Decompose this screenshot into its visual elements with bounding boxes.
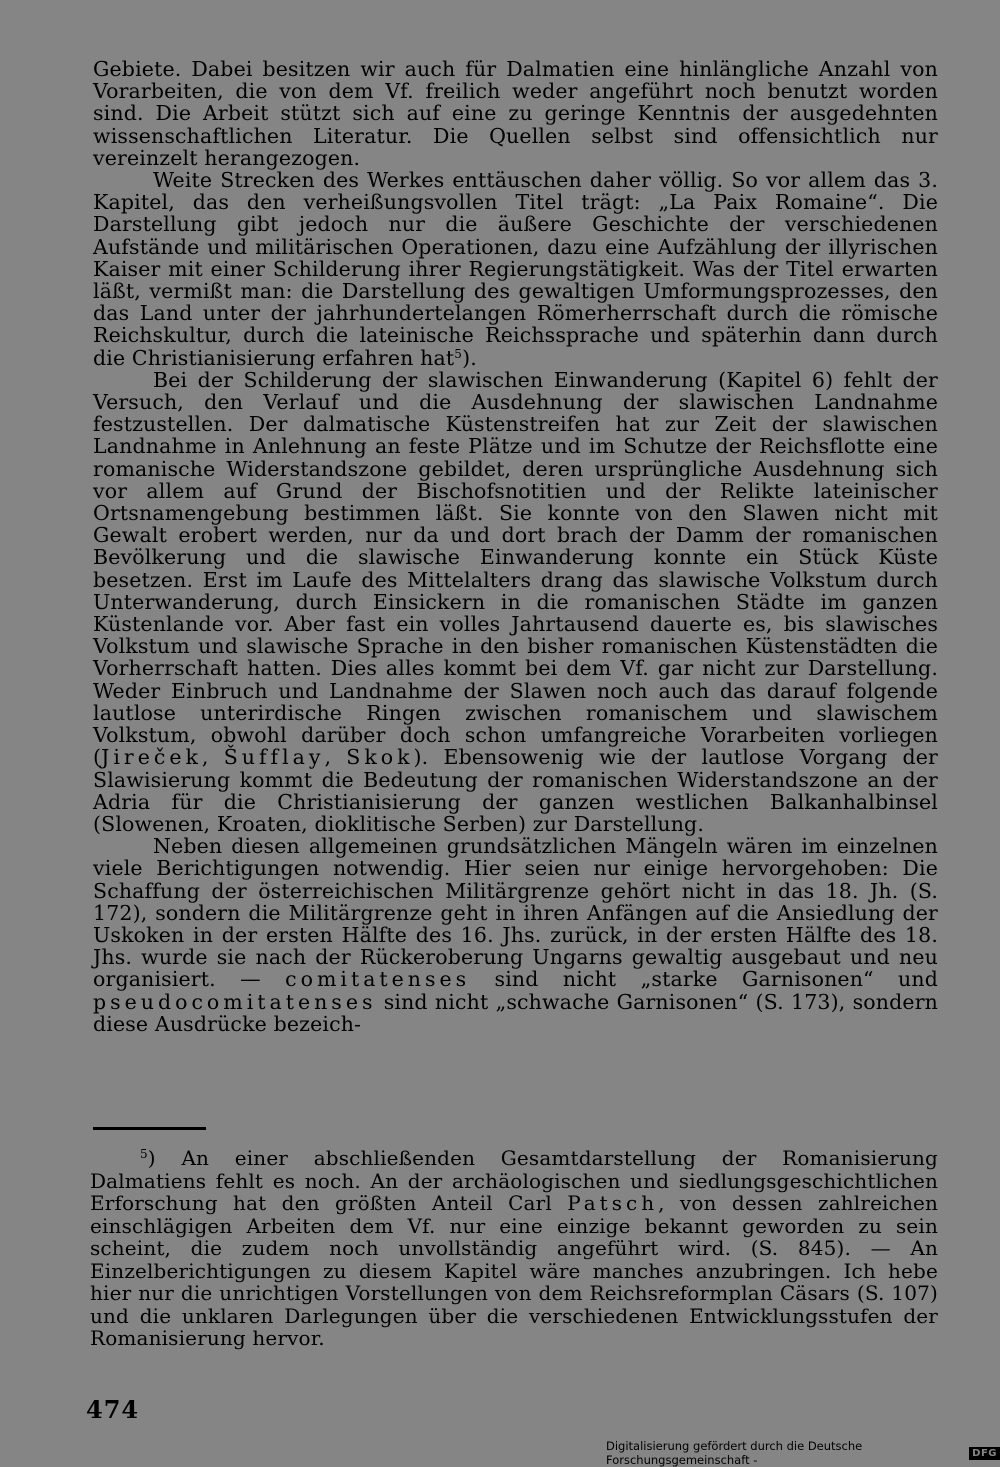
text-run: ). xyxy=(462,345,477,370)
footnote-separator xyxy=(93,1127,206,1130)
credit-text: Digitalisierung gefördert durch die Deutsche Forschungsgemeinschaft - xyxy=(606,1439,863,1467)
spaced-emphasis: pseudocomitatenses xyxy=(93,989,377,1014)
text-run: , xyxy=(324,745,347,770)
paragraph xyxy=(93,169,938,369)
paragraph xyxy=(93,835,938,1035)
spaced-emphasis: comitatenses xyxy=(285,967,471,992)
spaced-emphasis: Skok xyxy=(346,745,414,770)
text-run: Gebiete. Dabei besitzen wir auch für Dalmatien eine hinlängliche Anzahl von Vorarbeiten, die von dem Vf. freilich weder angeführt noch benutzt worden sind. Die Arbeit stützt sich auf eine zu geringe Kenntnis der ausgedehnten wissenschaftlichen Literatur. Die Quellen selbst sind offensichtlich nur vereinzelt herangezogen. xyxy=(93,57,938,170)
footnote-reference: 5 xyxy=(454,346,463,361)
paragraph xyxy=(93,58,938,169)
text-run: ). Ebensowenig wie der lautlose Vorgang der Slawisierung kommt die Bedeutung der romanischen Widerstandszone an der Adria für die Christianisierung der ganzen westlichen Balkanhalbinsel (Slowenen, Kroaten, dioklitische Serben) zur Darstellung. xyxy=(93,745,938,836)
spaced-emphasis: Patsch xyxy=(567,1191,659,1215)
text-run: sind nicht „starke Garnisonen“ und xyxy=(470,967,939,992)
spaced-emphasis: Jireček xyxy=(101,745,202,770)
page-number: 474 xyxy=(86,1395,140,1424)
text-run: sind nicht „schwache Garnisonen“ (S. 173), sondern diese Ausdrücke bezeich- xyxy=(93,989,938,1036)
dfg-logo: DFG xyxy=(969,1447,1000,1460)
spaced-emphasis: Šufflay xyxy=(223,745,325,770)
text-run: , von dessen zahlreichen einschlägigen Arbeiten dem Vf. nur eine einzige bekannt geworden zu sein scheint, die zudem noch unvollständig angeführt wird. (S. 845). — An Einzelberichtigungen zu diesem Kapitel wäre manches anzubringen. Ich hebe hier nur die unrichtigen Vorstellungen von dem Reichsreformplan Cäsars (S. 107) und die unklaren Darlegungen über die verschiedenen Entwicklungsstufen der Romanisierung hervor. xyxy=(90,1191,938,1350)
text-run: Bei der Schilderung der slawischen Einwanderung (Kapitel 6) fehlt der Versuch, den Verlauf und die Ausdehnung der slawischen Landnahme festzustellen. Der dalmatische Küstenstreifen hat zur Zeit der slawischen Landnahme in Anlehnung an feste Plätze und im Schutze der Reichsflotte eine romanische Widerstandszone gebildet, deren ursprüngliche Ausdehnung sich vor allem auf Grund der Bischofsnotitien und der Relikte lateinischer Ortsnamengebung bestimmen läßt. Sie konnte von den Slawen nicht mit Gewalt erobert werden, nur da und dort brach der Damm der romanischen Bevölkerung und die slawische Einwanderung konnte ein Stück Küste besetzen. Erst im Laufe des Mittelalters drang das slawische Volkstum durch Unterwanderung, durch Einsickern in die romanischen Städte im ganzen Küstenlande vor. Aber fast ein volles Jahrtausend dauerte es, bis slawisches Volkstum und slawische Sprache in den bisher romanischen Küstenstädten die Vorherrschaft hatten. Dies alles kommt bei dem Vf. gar nicht zur Darstellung. Weder Einbruch und Landnahme der Slawen noch auch das darauf folgende lautlose unterirdische Ringen zwischen romanischem und slawischem Volkstum, obwohl darüber doch schon umfangreiche Vorarbeiten vorliegen ( xyxy=(93,367,938,770)
text-run: ) An einer abschließenden Gesamtdarstellung der Romanisierung Dalmatiens fehlt es noch. An der archäologischen und siedlungsgeschichtlichen Erforschung hat den größten Anteil Carl xyxy=(90,1146,938,1215)
text-run: Weite Strecken des Werkes enttäuschen daher völlig. So vor allem das 3. Kapitel, das den verheißungsvollen Titel trägt: „La Paix Romaine“. Die Darstellung gibt jedoch nur die äußere Geschichte der verschiedenen Aufstände und militärischen Operationen, dazu eine Aufzählung der illyrischen Kaiser mit einer Schilderung ihrer Regierungstätigkeit. Was der Titel erwarten läßt, vermißt man: die Darstellung des gewaltigen Umformungsprozesses, den das Land unter der jahrhundertelangen Römerherrschaft durch die römische Reichskultur, durch die lateinische Reichssprache und späterhin dann durch die Christianisierung erfahren hat xyxy=(93,168,938,370)
footnote-paragraph xyxy=(90,1147,938,1350)
footnote-marker: 5 xyxy=(140,1147,148,1161)
text-run: Neben diesen allgemeinen grundsätzlichen Mängeln wären im einzelnen viele Berichtigungen notwendig. Hier seien nur einige hervorgehoben: Die Schaffung der österreichischen Militärgrenze gehört nicht in das 18. Jh. (S. 172), sondern die Militärgrenze geht in ihren Anfängen auf die Ansiedlung der Uskoken in der ersten Hälfte des 16. Jhs. zurück, in der ersten Hälfte des 18. Jhs. wurde sie nach der Rückeroberung Ungarns gewaltig ausgebaut und neu organisiert. — xyxy=(93,834,938,992)
digitization-credit xyxy=(606,1439,1000,1467)
footnote xyxy=(90,1147,938,1350)
main-text xyxy=(93,58,938,1035)
text-run: , xyxy=(201,745,224,770)
paragraph xyxy=(93,369,938,835)
